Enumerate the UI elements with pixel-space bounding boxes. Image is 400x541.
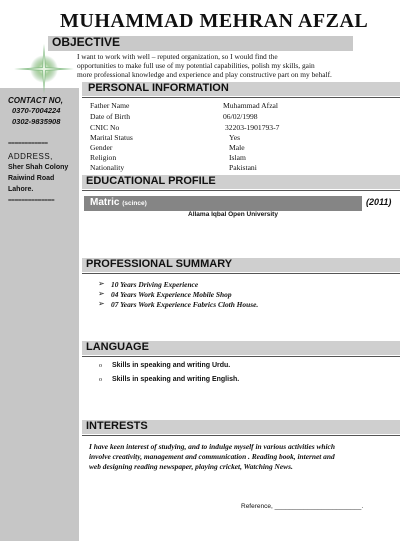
address-line: Sher Shah Colony — [8, 164, 69, 171]
info-value: Muhammad Afzal — [223, 101, 279, 110]
info-label: Gender — [90, 143, 113, 152]
objective-title: OBJECTIVE — [52, 35, 121, 49]
arrow-bullet-icon: ➢ — [98, 279, 105, 288]
degree-name: Matric — [90, 197, 120, 208]
reference-line: Reference, ________________________. — [241, 503, 364, 510]
circle-bullet-icon: o — [99, 377, 102, 383]
interests-line: web designing reading newspaper, playing cricket, Watching News. — [89, 462, 293, 471]
info-label: Religion — [90, 153, 117, 162]
interests-line: involve creativity, management and communication . Reading book, internet and — [89, 452, 335, 461]
info-value: 32203-1901793-7 — [225, 123, 280, 132]
info-value: 06/02/1998 — [223, 112, 258, 121]
info-value: Islam — [229, 153, 246, 162]
interests-divider — [82, 435, 400, 436]
address-title: ADDRESS, — [8, 152, 53, 161]
info-label: Nationality — [90, 163, 125, 172]
language-item: Skills in speaking and writing English. — [112, 376, 240, 383]
degree-label — [90, 197, 147, 208]
interests-text — [89, 442, 389, 472]
objective-text — [77, 52, 377, 79]
arrow-bullet-icon: ➢ — [98, 299, 105, 308]
info-label: Father Name — [90, 101, 130, 110]
phone-number: 0302-9835908 — [12, 117, 61, 126]
contact-title: CONTACT NO, — [8, 96, 63, 105]
objective-line: I want to work with well – reputed organization, so I would find the — [77, 52, 278, 61]
objective-line: opportunities to make full use of my potential capabilities, polish my skills, gain — [77, 61, 315, 70]
professional-divider — [82, 273, 400, 274]
professional-item: 10 Years Driving Experience — [111, 280, 199, 289]
info-value: Yes — [229, 133, 241, 142]
resume-name: MUHAMMAD MEHRAN AFZAL — [60, 10, 369, 32]
interests-line: I have keen interest of studying, and to indulge myself in various activities which — [89, 442, 335, 451]
professional-title: PROFESSIONAL SUMMARY — [86, 258, 233, 270]
info-label: CNIC No — [90, 123, 120, 132]
address-line: Lahore. — [8, 186, 34, 193]
degree-stream: (scince) — [122, 200, 147, 207]
education-divider — [82, 190, 400, 191]
language-title: LANGUAGE — [86, 341, 149, 353]
objective-line: more professional knowledge and experience and play constructive part on my behalf. — [77, 70, 332, 79]
language-item: Skills in speaking and writing Urdu. — [112, 362, 231, 369]
personal-title: PERSONAL INFORMATION — [88, 82, 229, 94]
degree-year: (2011) — [366, 197, 392, 207]
personal-divider — [82, 97, 400, 98]
education-title: EDUCATIONAL PROFILE — [86, 175, 216, 187]
info-value: Male — [229, 143, 245, 152]
sidebar-divider: ============== — [8, 197, 55, 204]
language-divider — [82, 356, 400, 357]
info-label: Marital Status — [90, 133, 133, 142]
info-label: Date of Birth — [90, 112, 131, 121]
professional-item: 07 Years Work Experience Fabrics Cloth House. — [111, 300, 259, 309]
info-value: Pakistani — [229, 163, 257, 172]
phone-number: 0370-7004224 — [12, 106, 61, 115]
address-line: Raiwind Road — [8, 175, 55, 182]
circle-bullet-icon: o — [99, 363, 102, 369]
degree-board: Allama Iqbal Open University — [188, 211, 278, 218]
star-icon — [14, 44, 74, 94]
sidebar-divider: ============ — [8, 140, 48, 147]
interests-title: INTERESTS — [86, 420, 148, 432]
arrow-bullet-icon: ➢ — [98, 289, 105, 298]
professional-item: 04 Years Work Experience Mobile Shop — [111, 290, 232, 299]
